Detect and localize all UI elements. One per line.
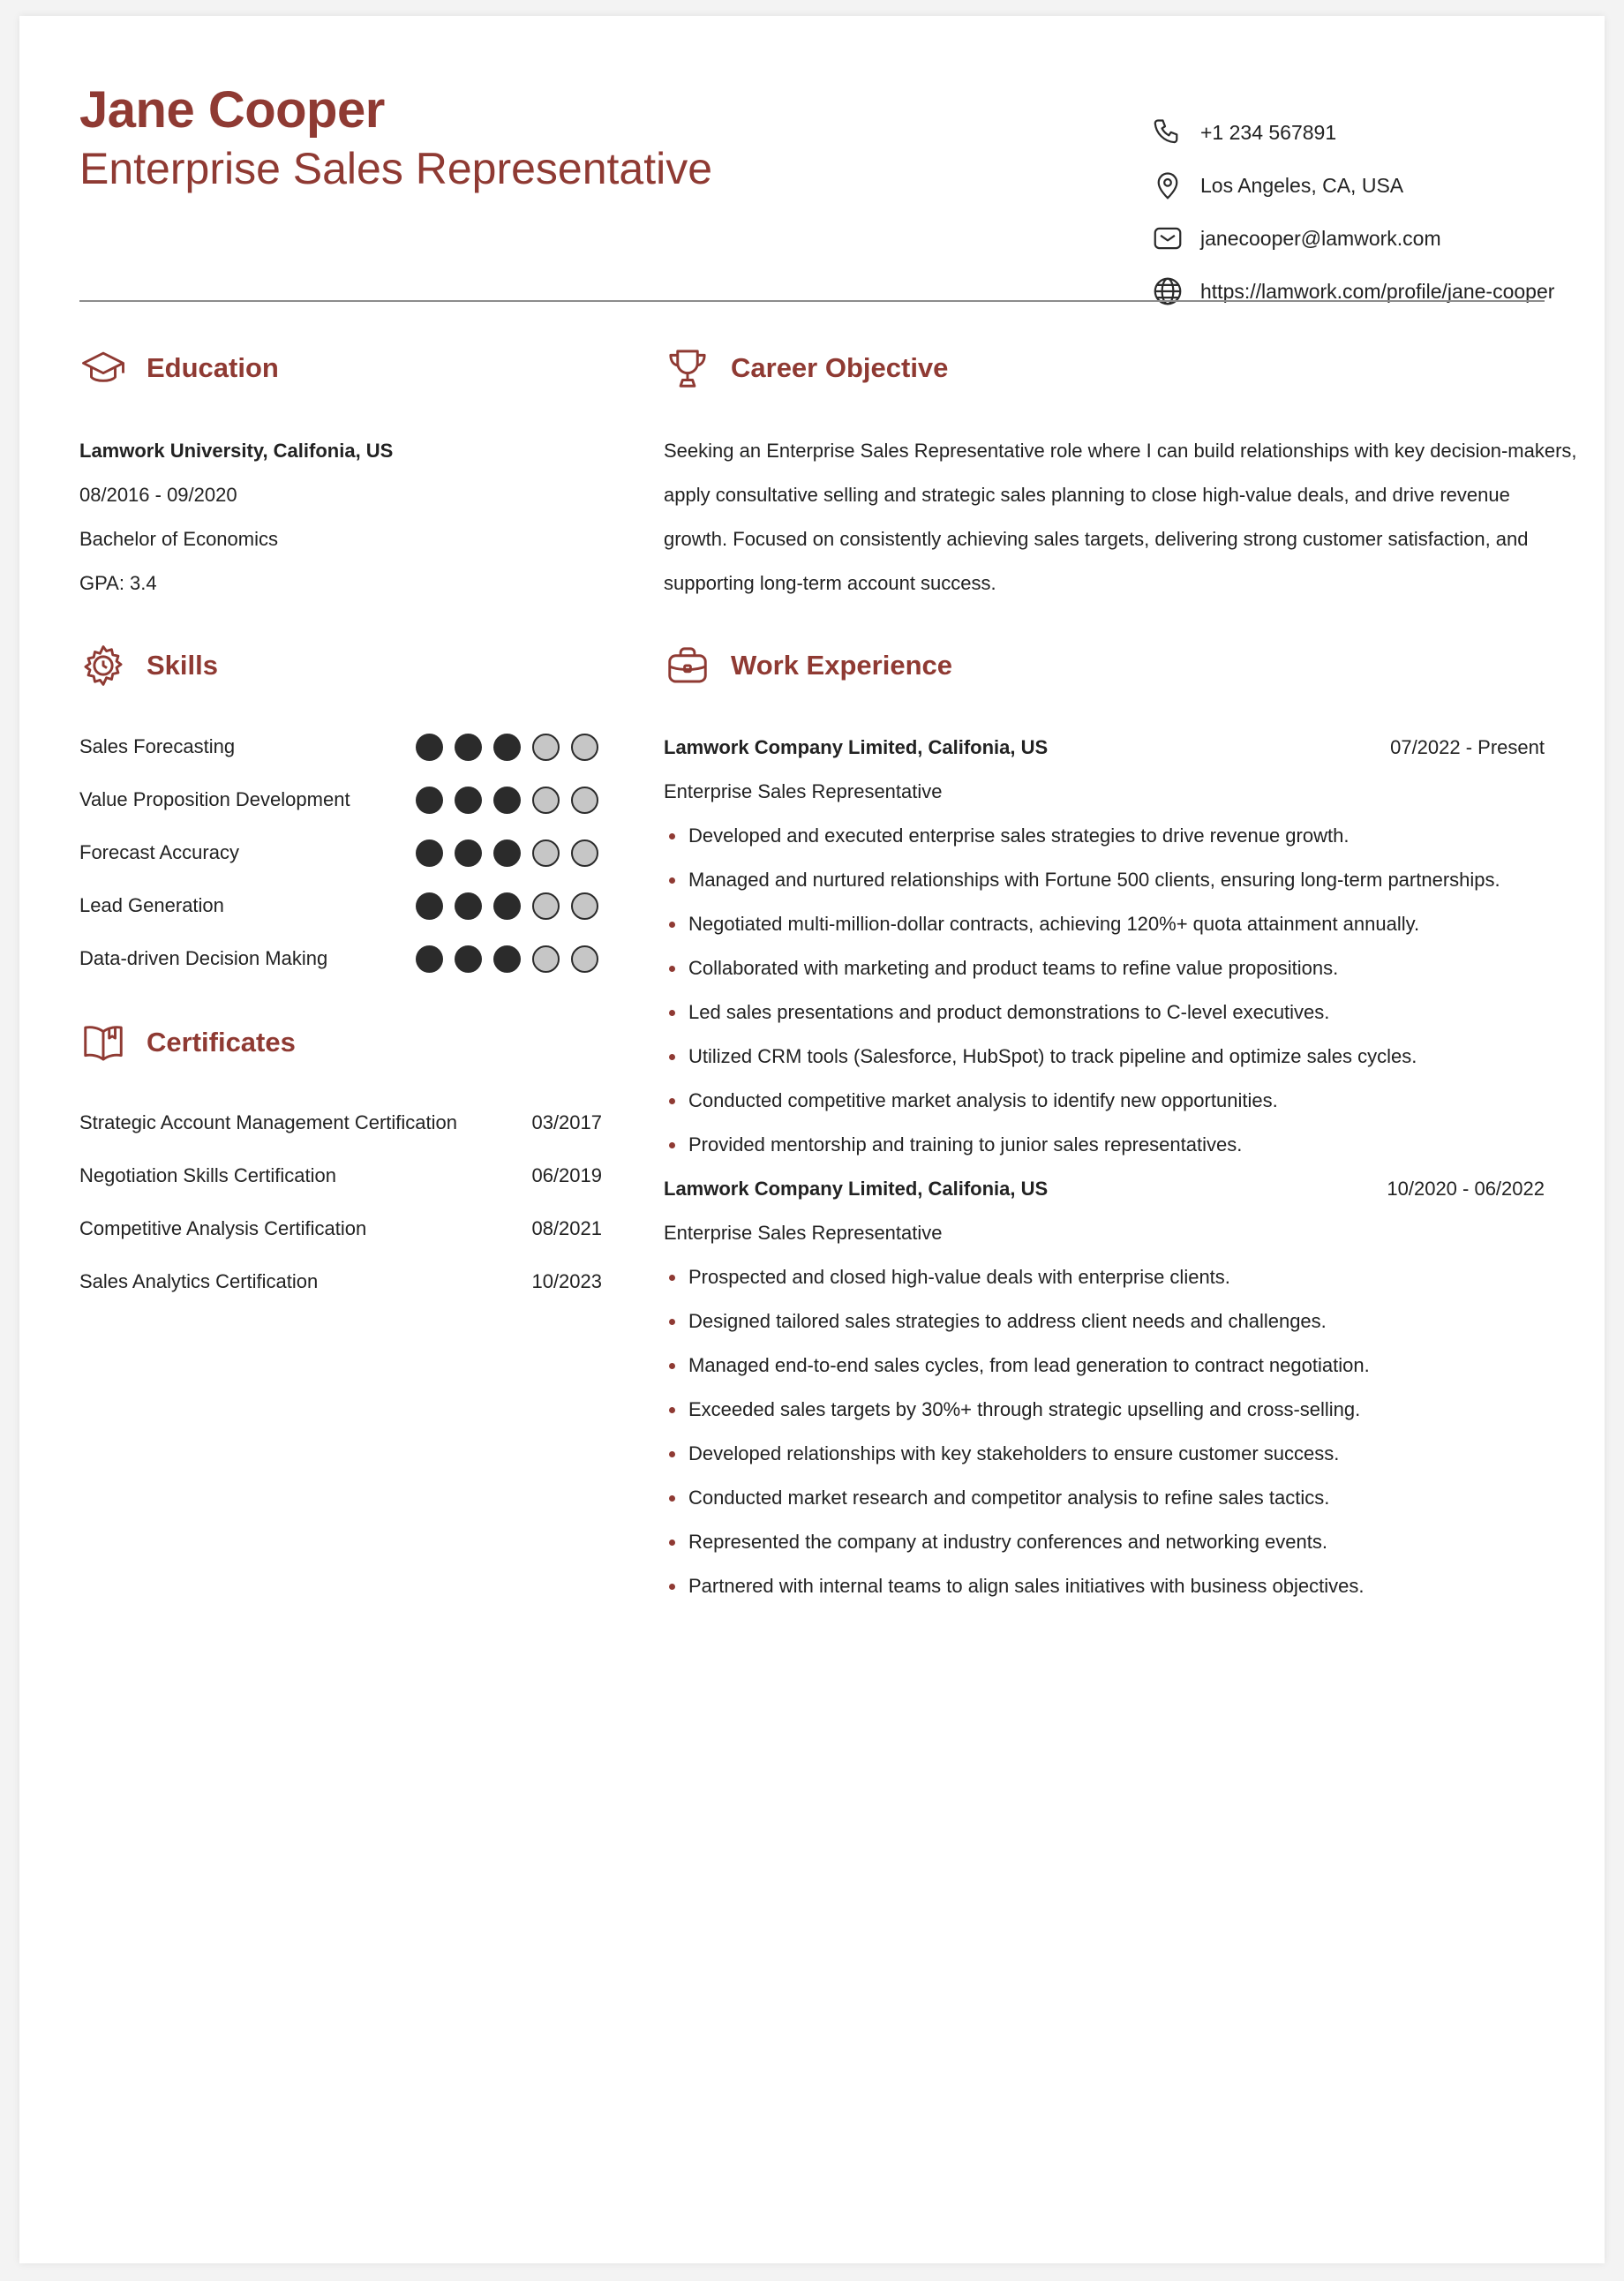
certificate-date: 06/2019 <box>531 1164 602 1186</box>
certificate-date: 10/2023 <box>531 1270 602 1292</box>
skill-row <box>79 932 602 985</box>
job-bullet: Conducted market research and competitor analysis to refine sales tactics. <box>664 1476 1545 1520</box>
objective-line: apply consultative selling and strategic sales planning to close high-value deals, and drive revenue <box>664 484 1510 506</box>
contact-location <box>1151 159 1554 212</box>
job-bullet: Partnered with internal teams to align sales initiatives with business objectives. <box>664 1564 1545 1608</box>
job-dates: 07/2022 - Present <box>1390 736 1545 758</box>
location-pin-icon <box>1151 169 1184 202</box>
skill-dot-empty <box>532 945 560 973</box>
skill-dot-filled <box>455 734 482 761</box>
education-dates: 08/2016 - 09/2020 <box>79 484 237 506</box>
work-title: Work Experience <box>731 650 952 681</box>
skill-rating <box>404 839 598 867</box>
skill-dot-filled <box>416 734 443 761</box>
certificate-name: Sales Analytics Certification <box>79 1270 319 1292</box>
skill-row <box>79 720 602 773</box>
skill-dot-filled <box>416 945 443 973</box>
work-body <box>664 726 1545 1608</box>
skill-name: Lead Generation <box>79 894 224 916</box>
certificate-row <box>79 1202 602 1255</box>
skill-dot-filled <box>416 892 443 920</box>
job-bullet: Designed tailored sales strategies to address client needs and challenges. <box>664 1299 1545 1344</box>
contact-phone <box>1151 106 1554 159</box>
contact-website-text[interactable]: https://lamwork.com/profile/jane-cooper <box>1200 279 1555 303</box>
contact-email <box>1151 212 1554 265</box>
candidate-title: Enterprise Sales Representative <box>79 144 713 193</box>
trophy-icon <box>664 344 711 392</box>
certificate-row <box>79 1096 602 1149</box>
certificate-name: Negotiation Skills Certification <box>79 1164 337 1186</box>
briefcase-icon <box>664 642 711 689</box>
job-dates: 10/2020 - 06/2022 <box>1387 1178 1545 1200</box>
skill-dot-filled <box>493 734 521 761</box>
phone-icon <box>1151 116 1184 149</box>
job-company: Lamwork Company Limited, Califonia, US <box>664 736 1049 758</box>
skill-dot-filled <box>493 839 521 867</box>
objective-line: growth. Focused on consistently achieving sales targets, delivering strong customer satisfaction, and <box>664 528 1529 550</box>
skill-rating <box>404 892 598 920</box>
skills-heading <box>79 642 218 689</box>
skill-dot-empty <box>532 787 560 814</box>
job-bullet: Provided mentorship and training to junior sales representatives. <box>664 1123 1545 1167</box>
certificate-name: Strategic Account Management Certification <box>79 1111 458 1133</box>
globe-icon <box>1151 275 1184 308</box>
skill-rating <box>404 787 598 814</box>
job-bullet: Developed and executed enterprise sales strategies to drive revenue growth. <box>664 814 1545 858</box>
objective-heading <box>664 344 948 392</box>
skill-rating <box>404 734 598 761</box>
job-bullet: Exceeded sales targets by 30%+ through strategic upselling and cross-selling. <box>664 1388 1545 1432</box>
job-role: Enterprise Sales Representative <box>664 780 943 802</box>
contact-email-text[interactable]: janecooper@lamwork.com <box>1200 226 1441 250</box>
job-bullet: Managed end-to-end sales cycles, from lead generation to contract negotiation. <box>664 1344 1545 1388</box>
certificate-row <box>79 1149 602 1202</box>
education-gpa: GPA: 3.4 <box>79 572 157 594</box>
job-bullet: Led sales presentations and product demonstrations to C-level executives. <box>664 990 1545 1035</box>
certificate-name: Competitive Analysis Certification <box>79 1217 367 1239</box>
skill-dot-filled <box>416 787 443 814</box>
job-company: Lamwork Company Limited, Califonia, US <box>664 1178 1049 1200</box>
skill-row <box>79 773 602 826</box>
candidate-name: Jane Cooper <box>79 81 385 139</box>
job-bullet: Collaborated with marketing and product teams to refine value propositions. <box>664 946 1545 990</box>
certificate-date: 08/2021 <box>531 1217 602 1239</box>
skill-dot-filled <box>455 945 482 973</box>
objective-line: supporting long-term account success. <box>664 572 996 594</box>
skill-row <box>79 826 602 879</box>
graduation-cap-icon <box>79 344 127 392</box>
skill-name: Value Proposition Development <box>79 788 350 810</box>
skill-row <box>79 879 602 932</box>
skill-name: Forecast Accuracy <box>79 841 239 863</box>
skill-dot-empty <box>571 945 598 973</box>
contact-phone-text: +1 234 567891 <box>1200 120 1337 144</box>
objective-line: Seeking an Enterprise Sales Representative role where I can build relationships with key decision-makers, <box>664 440 1577 462</box>
contact-list <box>1151 106 1554 318</box>
certificates-title: Certificates <box>147 1027 296 1058</box>
contact-website <box>1151 265 1554 318</box>
job-bullet: Developed relationships with key stakeholders to ensure customer success. <box>664 1432 1545 1476</box>
education-body <box>79 429 602 606</box>
resume-page <box>19 16 1605 2263</box>
gear-clock-icon <box>79 642 127 689</box>
job-bullet: Managed and nurtured relationships with Fortune 500 clients, ensuring long-term partnerships. <box>664 858 1545 902</box>
skill-dot-empty <box>571 787 598 814</box>
skill-dot-filled <box>455 787 482 814</box>
job-bullet: Conducted competitive market analysis to identify new opportunities. <box>664 1079 1545 1123</box>
job-bullets <box>664 1255 1545 1608</box>
job-entry <box>664 726 1545 1167</box>
skill-dot-filled <box>416 839 443 867</box>
header-divider <box>79 300 1545 302</box>
certificates-list <box>79 1096 602 1308</box>
job-bullets <box>664 814 1545 1167</box>
skills-title: Skills <box>147 650 218 681</box>
skills-list <box>79 720 602 985</box>
certificate-date: 03/2017 <box>531 1111 602 1133</box>
work-heading <box>664 642 952 689</box>
education-title: Education <box>147 352 279 383</box>
skill-dot-empty <box>532 839 560 867</box>
skill-name: Data-driven Decision Making <box>79 947 328 969</box>
skill-dot-empty <box>571 892 598 920</box>
open-book-icon <box>79 1019 127 1066</box>
skill-dot-empty <box>571 839 598 867</box>
job-role: Enterprise Sales Representative <box>664 1222 943 1244</box>
objective-title: Career Objective <box>731 352 949 383</box>
skill-dot-empty <box>532 892 560 920</box>
skill-dot-empty <box>571 734 598 761</box>
education-heading <box>79 344 279 392</box>
job-bullet: Negotiated multi-million-dollar contracts, achieving 120%+ quota attainment annually. <box>664 902 1545 946</box>
certificates-heading <box>79 1019 296 1066</box>
skill-dot-filled <box>455 839 482 867</box>
skill-name: Sales Forecasting <box>79 735 236 757</box>
skill-dot-filled <box>493 787 521 814</box>
job-bullet: Represented the company at industry conferences and networking events. <box>664 1520 1545 1564</box>
education-degree: Bachelor of Economics <box>79 528 278 550</box>
job-bullet: Prospected and closed high-value deals with enterprise clients. <box>664 1255 1545 1299</box>
skill-dot-filled <box>493 945 521 973</box>
skill-dot-filled <box>455 892 482 920</box>
job-header <box>664 1167 1545 1211</box>
job-bullet: Utilized CRM tools (Salesforce, HubSpot) to track pipeline and optimize sales cycles. <box>664 1035 1545 1079</box>
job-entry <box>664 1167 1545 1608</box>
contact-location-text: Los Angeles, CA, USA <box>1200 173 1404 197</box>
certificate-row <box>79 1255 602 1308</box>
mail-icon <box>1151 222 1184 255</box>
skill-rating <box>404 945 598 973</box>
skill-dot-filled <box>493 892 521 920</box>
objective-body <box>664 429 1577 606</box>
skill-dot-empty <box>532 734 560 761</box>
job-header <box>664 726 1545 770</box>
education-school: Lamwork University, Califonia, US <box>79 440 394 462</box>
